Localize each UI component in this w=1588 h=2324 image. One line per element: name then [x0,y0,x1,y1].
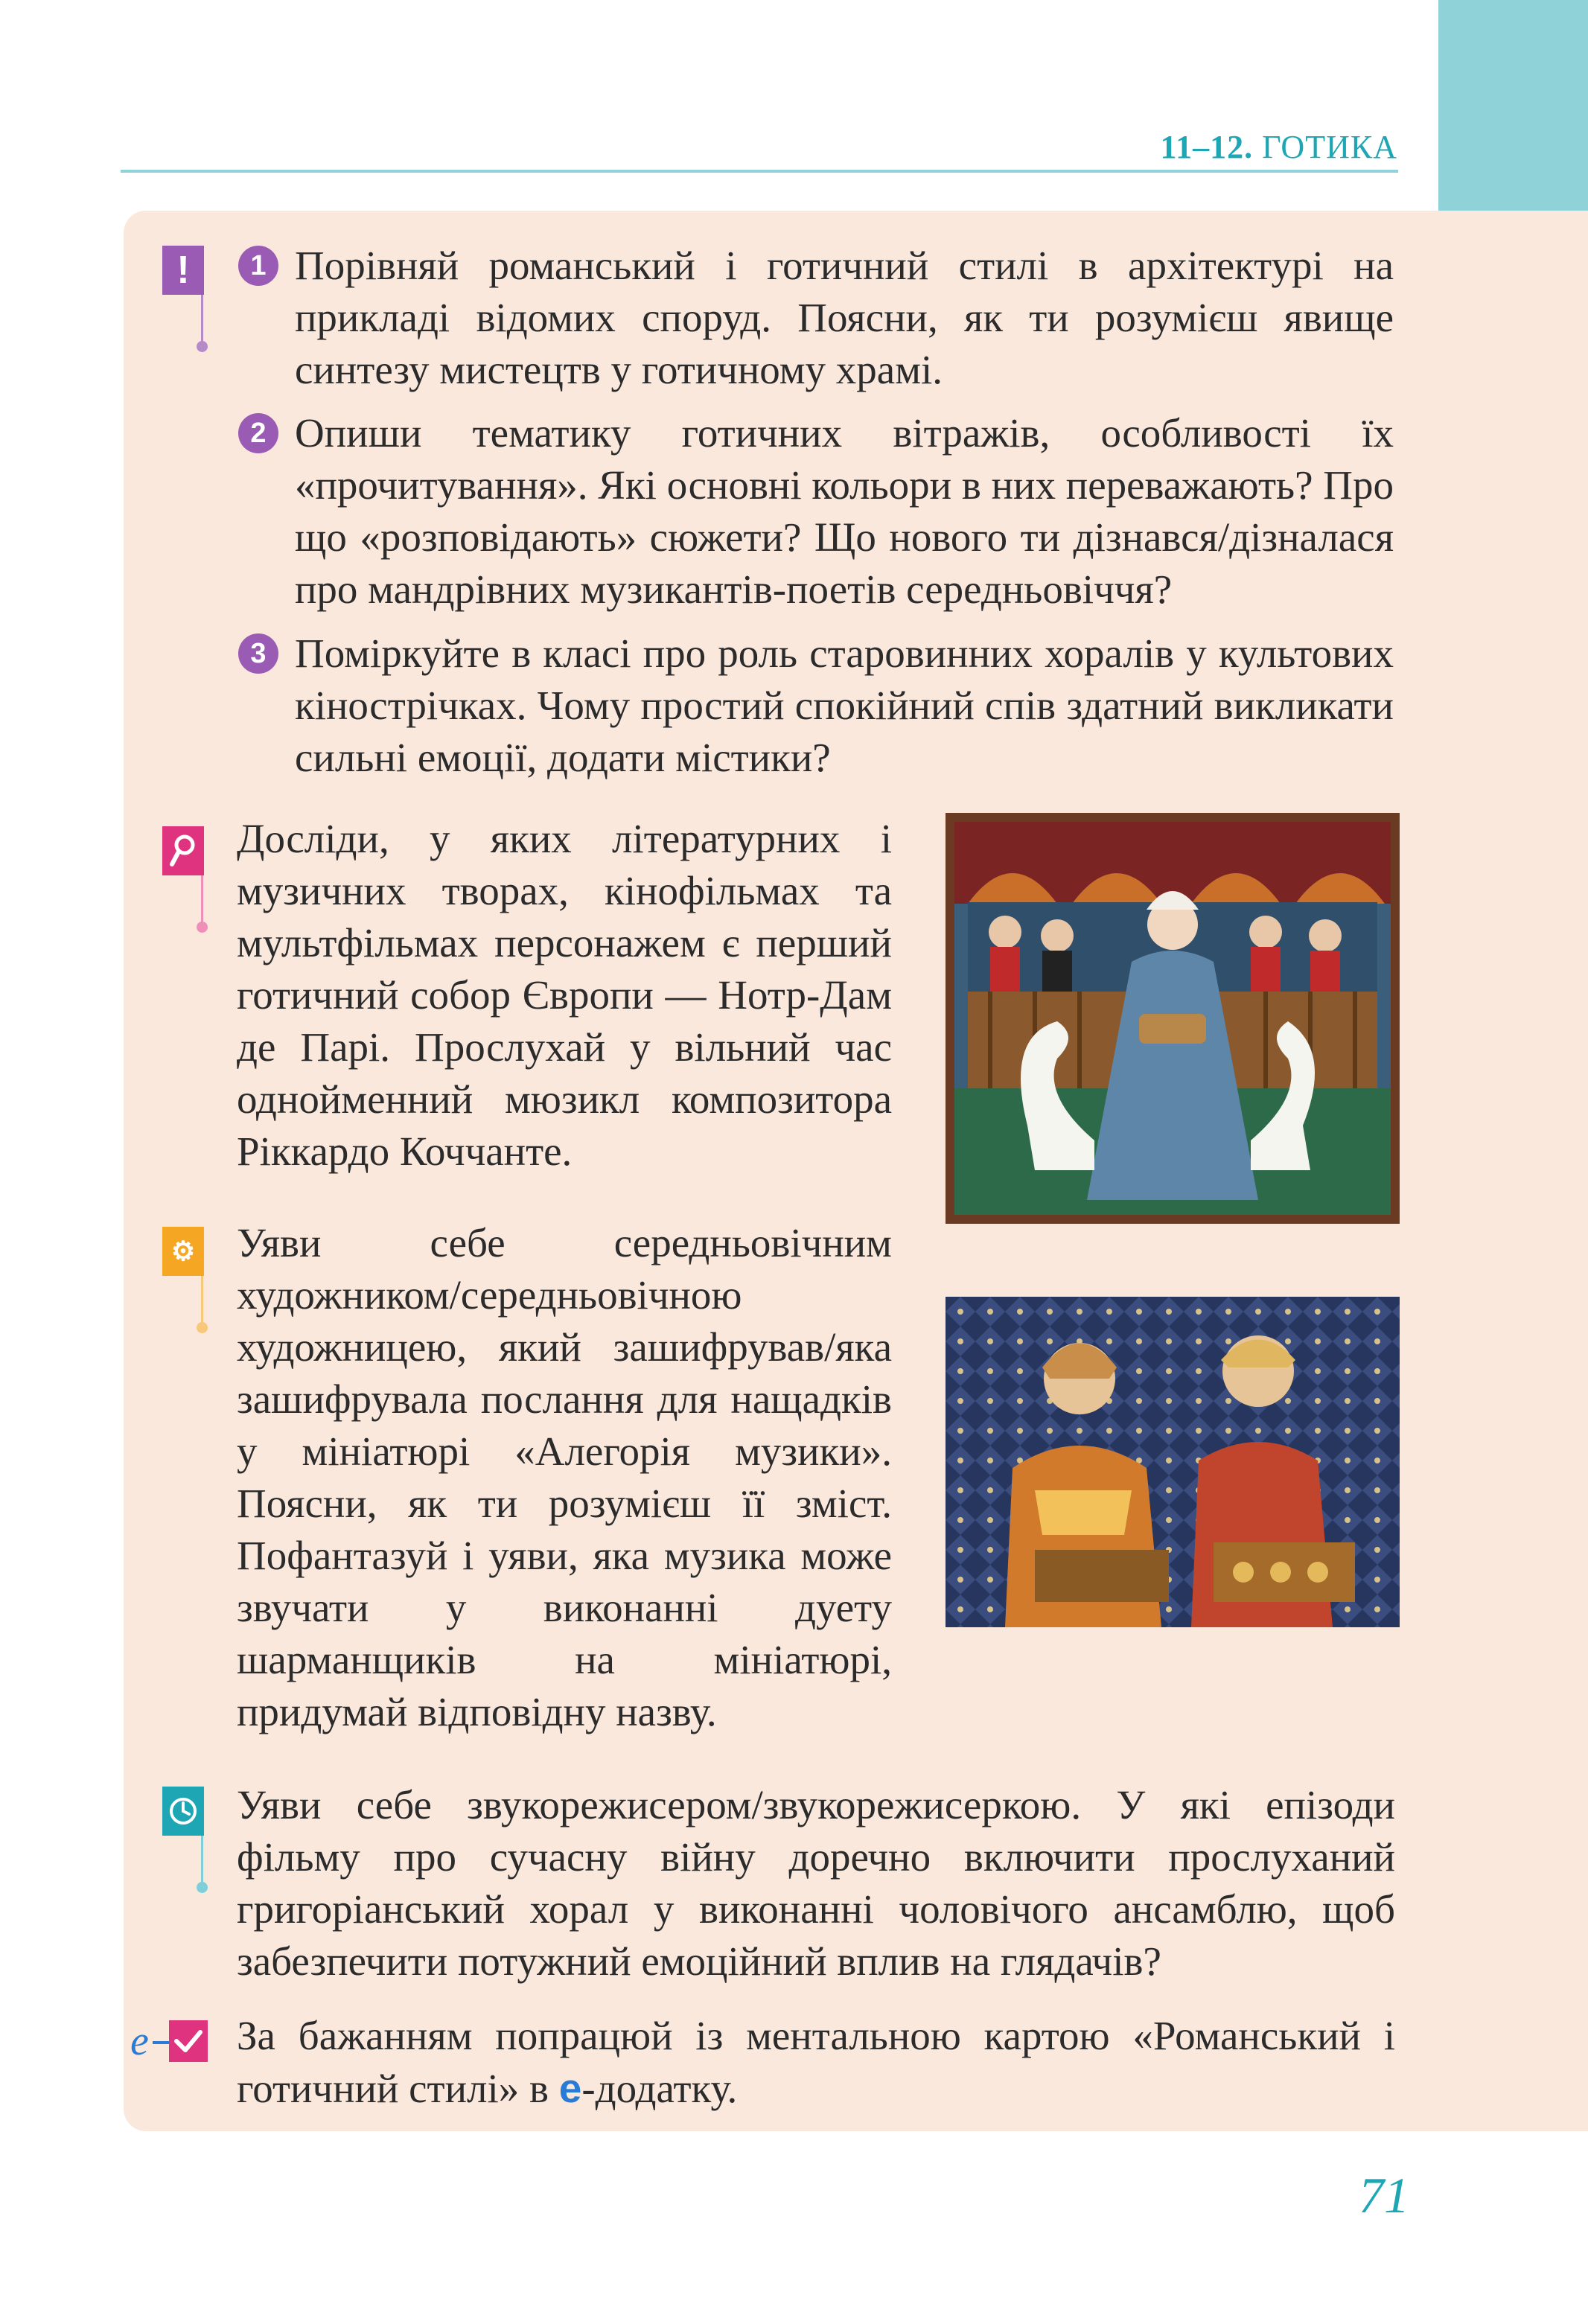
checkmark-icon [169,2020,208,2062]
e-letter-icon: e [130,2018,149,2064]
task-number-2: 2 [238,413,278,453]
e-supplement-link[interactable]: е [558,2065,582,2111]
lesson-title: ГОТИКА [1262,129,1397,165]
organ-grinders-miniature [946,1297,1400,1627]
imagine-marker [162,1227,207,1338]
magnifier-icon [162,826,204,875]
research-marker [162,826,207,938]
sound-marker [162,1787,207,1898]
exclamation-marker [162,246,207,357]
clock-icon [162,1787,204,1836]
page-number: 71 [1359,2167,1409,2224]
task-text-2: Опиши тематику готичних вітражів, особливості їх «прочитування». Які основні кольори в них переважають? Про що «розповідають» сюжети? Що нового ти дізнався/дізналася про мандрівних музикантів-поетів середньовіччя? [295,410,1394,612]
chapter-tab [1438,0,1588,211]
e-supplement-marker [130,2017,208,2065]
allegory-of-music-miniature [946,813,1400,1224]
task-text-3: Поміркуйте в класі про роль старовинних хоралів у культових кінострічках. Чому простий спокійний спів здатний викликати сильні емоції, додати містики? [295,631,1394,780]
e-supplement-text: За бажанням попрацюй із ментальною картою «Романський і готичний стилі» в е-додатку. [237,2013,1395,2111]
lesson-number: 11–12. [1160,129,1254,165]
task-number-1: 1 [238,246,278,286]
gear-icon: ⚙ [162,1227,204,1276]
sound-text: Уяви себе звукорежисером/звукорежисеркою. У які епізоди фільму про сучасну війну доречно включити прослуханий григоріанський хорал у виконанні чоловічого ансамблю, щоб забезпечити потужний емоційний вплив на глядачів? [237,1782,1395,1984]
header-rule [121,170,1398,173]
research-text: Досліди, у яких літературних і музичних творах, кінофільмах та мультфільмах персонажем є перший готичний собор Європи — Нотр-Дам де Парі. Прослухай у вільний час однойменний мюзикл композитора Ріккардо Коччанте. [237,816,892,1174]
page-header [1161,128,1397,166]
task-number-3: 3 [238,633,278,674]
imagine-text: Уяви себе середньовічним художником/середньовічною художницею, який зашифрував/яка зашифрувала послання для нащадків у мініатюрі «Алегорія музики». Поясни, як ти розумієш її зміст. Пофантазуй і уяви, яка музика може звучати у виконанні дуету шарманщиків на мініатюрі, придумай відповідну назву. [237,1220,892,1734]
exclamation-icon: ! [162,246,204,295]
task-text-1: Порівняй романський і готичний стилі в архітектурі на прикладі відомих споруд. Поясни, як ти розумієш явище синтезу мистецтв у готичному храмі. [295,243,1394,392]
